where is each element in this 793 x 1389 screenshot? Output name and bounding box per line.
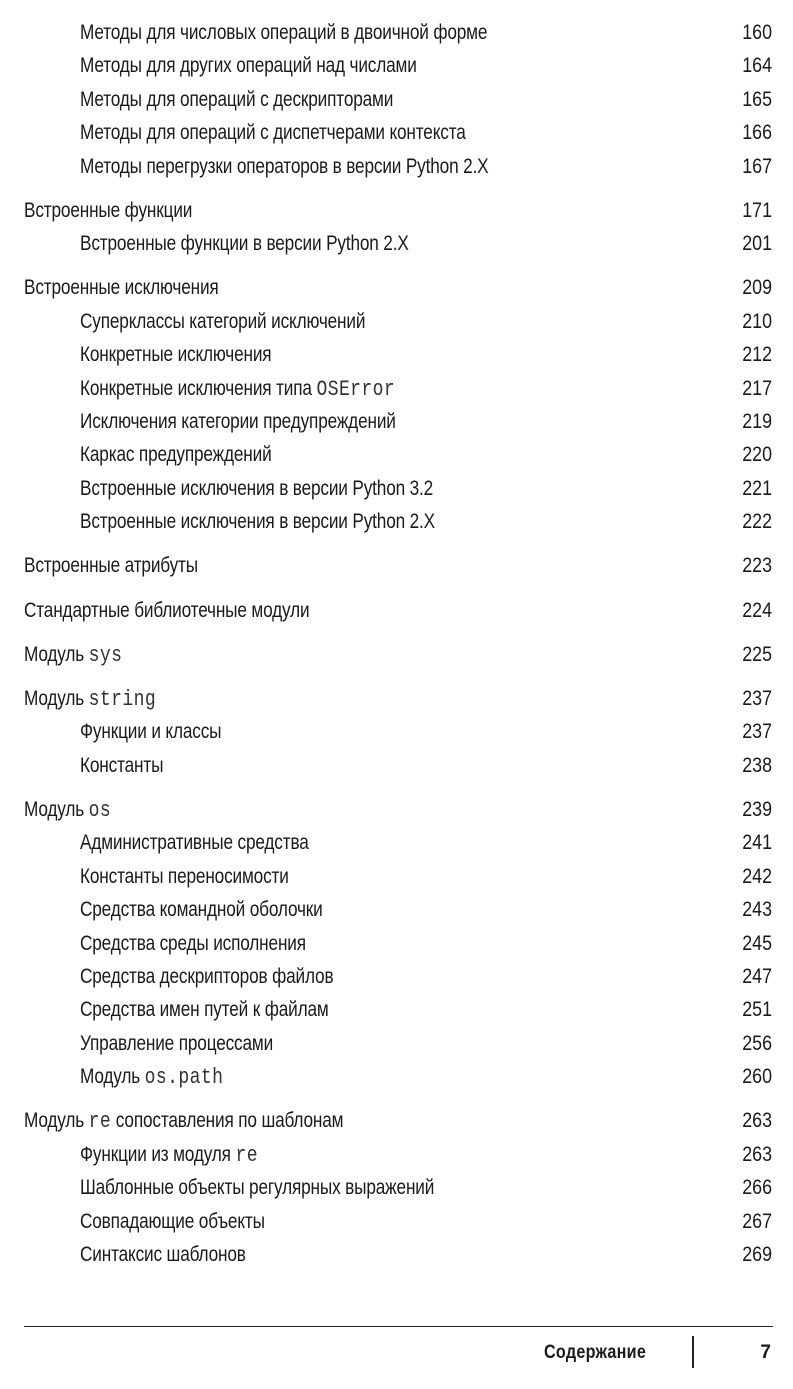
- toc-subsection-entry: [0, 1062, 793, 1092]
- toc-subsection-entry: [0, 1173, 793, 1203]
- toc-section-entry: [0, 551, 793, 581]
- toc-entry-title: [80, 118, 466, 148]
- toc-page-number: 256: [742, 1031, 772, 1055]
- toc-entry-title: [24, 795, 111, 826]
- title-text: Модуль: [24, 642, 89, 666]
- toc-subsection-entry: [0, 1207, 793, 1237]
- title-text: Средства командной оболочки: [80, 898, 323, 922]
- toc-subsection-entry: [0, 507, 793, 537]
- toc-subsection-entry: [0, 229, 793, 259]
- toc-page-number: 247: [742, 965, 772, 988]
- toc-page-number: 221: [742, 476, 772, 500]
- toc-page-number: 245: [742, 931, 772, 955]
- toc-subsection-entry: [0, 118, 793, 148]
- toc-page-number: 209: [742, 276, 772, 300]
- toc-subsection-entry: [0, 407, 793, 437]
- title-text: Константы переносимости: [80, 864, 289, 888]
- toc-entry-title: [24, 551, 198, 581]
- title-text: Совпадающие объекты: [80, 1209, 265, 1233]
- title-text: Средства дескрипторов файлов: [80, 965, 334, 988]
- toc-section-entry: [0, 795, 793, 825]
- footer-page-number: 7: [760, 1342, 771, 1363]
- toc-entry-title: [80, 1140, 258, 1171]
- toc-section-entry: [0, 640, 793, 670]
- toc-entry-title: [24, 596, 309, 626]
- toc-page-number: 239: [742, 798, 772, 821]
- toc-subsection-entry: [0, 828, 793, 858]
- toc-entry-title: [80, 1207, 265, 1237]
- footer-section-title: Содержание: [543, 1342, 646, 1363]
- toc-section-entry: [0, 273, 793, 303]
- toc-page-number: 241: [742, 831, 772, 855]
- title-text: Синтаксис шаблонов: [80, 1243, 246, 1266]
- toc-entry-title: [80, 1062, 223, 1093]
- toc-subsection-entry: [0, 751, 793, 781]
- toc-entry-title: [80, 85, 393, 115]
- toc-entry-title: [80, 229, 409, 259]
- title-text: Встроенные функции: [24, 198, 193, 222]
- toc-entry-title: [80, 929, 306, 959]
- code-term: re: [235, 1142, 258, 1168]
- toc-page-number: 269: [742, 1243, 772, 1266]
- toc-subsection-entry: [0, 340, 793, 370]
- toc-page-number: 166: [742, 121, 772, 145]
- toc-page-number: 237: [742, 687, 772, 710]
- title-text: Встроенные исключения в версии Python 2.X: [80, 510, 435, 534]
- code-term: sys: [88, 642, 123, 668]
- toc-subsection-entry: [0, 51, 793, 81]
- title-text: Встроенные функции в версии Python 2.X: [80, 232, 409, 256]
- title-text: Шаблонные объекты регулярных выражений: [80, 1176, 435, 1200]
- toc-subsection-entry: [0, 929, 793, 959]
- toc-subsection-entry: [0, 152, 793, 182]
- toc-page-number: 212: [742, 343, 772, 367]
- footer-separator: [692, 1336, 694, 1368]
- toc-entry-title: [80, 828, 309, 858]
- title-text: Стандартные библиотечные модули: [24, 598, 310, 622]
- code-term: os.path: [144, 1065, 224, 1091]
- toc-section-entry: [0, 196, 793, 226]
- code-term: OSError: [316, 376, 396, 402]
- toc-subsection-entry: [0, 995, 793, 1025]
- toc-page-number: 220: [742, 443, 772, 467]
- toc-entry-title: [80, 1029, 273, 1059]
- toc-subsection-entry: [0, 85, 793, 115]
- title-text: Методы для операций с дескрипторами: [80, 87, 394, 111]
- title-text: Модуль: [24, 1109, 89, 1133]
- toc-section-entry: [0, 596, 793, 626]
- title-text: Встроенные исключения: [24, 276, 219, 300]
- title-text: сопоставления по шаблонам: [111, 1109, 344, 1133]
- toc-page-number: 210: [742, 309, 772, 333]
- toc-entry-title: [24, 273, 219, 303]
- title-text: Исключения категории предупреждений: [80, 410, 396, 433]
- toc-page-number: 217: [742, 376, 772, 400]
- toc-entry-title: [24, 640, 122, 671]
- toc-entry-title: [80, 962, 333, 992]
- code-term: re: [88, 1109, 112, 1135]
- toc-page-number: 160: [742, 21, 772, 44]
- toc-subsection-entry: [0, 18, 793, 48]
- title-text: Суперклассы категорий исключений: [80, 309, 366, 333]
- toc-page-number: 263: [742, 1142, 772, 1166]
- title-text: Административные средства: [80, 831, 309, 855]
- toc-page-number: 238: [742, 753, 772, 777]
- footer-divider: [24, 1326, 773, 1327]
- title-text: Методы для других операций над числами: [80, 54, 417, 78]
- toc-entry-title: [80, 1240, 246, 1270]
- toc-subsection-entry: [0, 374, 793, 404]
- title-text: Функции из модуля: [80, 1142, 236, 1166]
- title-text: Конкретные исключения: [80, 343, 272, 367]
- toc-page-number: 267: [742, 1209, 772, 1233]
- toc-entry-title: [80, 507, 435, 537]
- toc-page-number: 243: [742, 898, 772, 922]
- toc-page-number: 251: [742, 998, 772, 1022]
- title-text: Каркас предупреждений: [80, 443, 272, 467]
- toc-entry-title: [80, 717, 221, 747]
- toc-page-number: 201: [742, 232, 772, 256]
- toc-entry-title: [80, 895, 323, 925]
- toc-entry-title: [80, 862, 289, 892]
- toc-page-number: 222: [742, 510, 772, 534]
- toc-page-number: 237: [742, 720, 772, 744]
- title-text: Модуль: [80, 1065, 145, 1089]
- title-text: Конкретные исключения типа: [80, 376, 317, 400]
- toc-subsection-entry: [0, 307, 793, 337]
- title-text: Встроенные атрибуты: [24, 554, 199, 578]
- toc-section-entry: [0, 684, 793, 714]
- toc-page-number: 223: [742, 554, 772, 578]
- toc-entry-title: [80, 407, 396, 437]
- title-text: Встроенные исключения в версии Python 3.2: [80, 476, 434, 500]
- title-text: Средства имен путей к файлам: [80, 998, 329, 1022]
- toc-subsection-entry: [0, 1029, 793, 1059]
- toc-entry-title: [80, 995, 329, 1025]
- toc-page-number: 260: [742, 1065, 772, 1089]
- toc-subsection-entry: [0, 1240, 793, 1270]
- toc-entry-title: [80, 51, 417, 81]
- title-text: Методы перегрузки операторов в версии Python 2.X: [80, 154, 489, 178]
- toc-page-number: 219: [742, 410, 772, 433]
- code-term: os: [88, 798, 112, 823]
- toc-entry-title: [24, 684, 156, 715]
- toc-page-number: 165: [742, 87, 772, 111]
- toc-page-number: 167: [742, 154, 772, 178]
- title-text: Средства среды исполнения: [80, 931, 306, 955]
- toc-page-number: 171: [742, 198, 772, 222]
- title-text: Модуль: [24, 687, 89, 710]
- title-text: Функции и классы: [80, 720, 222, 744]
- toc-entry-title: [24, 1106, 343, 1137]
- toc-entry-title: [80, 307, 365, 337]
- title-text: Методы для числовых операций в двоичной форме: [80, 21, 488, 44]
- toc-entry-title: [80, 374, 395, 405]
- toc-page-number: 266: [742, 1176, 772, 1200]
- code-term: string: [88, 687, 157, 712]
- toc-subsection-entry: [0, 862, 793, 892]
- toc-entry-title: [80, 18, 487, 48]
- toc-entry-title: [80, 340, 271, 370]
- toc-subsection-entry: [0, 440, 793, 470]
- toc-entry-title: [80, 152, 488, 182]
- toc-page-number: 263: [742, 1109, 772, 1133]
- toc-page-number: 224: [742, 598, 772, 622]
- toc-subsection-entry: [0, 717, 793, 747]
- toc-entry-title: [80, 751, 163, 781]
- toc-page-number: 225: [742, 642, 772, 666]
- toc-subsection-entry: [0, 895, 793, 925]
- toc-section-entry: [0, 1106, 793, 1136]
- toc-subsection-entry: [0, 1140, 793, 1170]
- title-text: Управление процессами: [80, 1031, 274, 1055]
- toc-subsection-entry: [0, 474, 793, 504]
- toc-page-number: 164: [742, 54, 772, 78]
- title-text: Модуль: [24, 798, 89, 821]
- toc-entry-title: [80, 474, 433, 504]
- toc-subsection-entry: [0, 962, 793, 992]
- toc-page-number: 242: [742, 864, 772, 888]
- title-text: Методы для операций с диспетчерами контекста: [80, 121, 466, 145]
- toc-entry-title: [24, 196, 192, 226]
- toc-entry-title: [80, 1173, 434, 1203]
- toc-entry-title: [80, 440, 272, 470]
- title-text: Константы: [80, 753, 164, 777]
